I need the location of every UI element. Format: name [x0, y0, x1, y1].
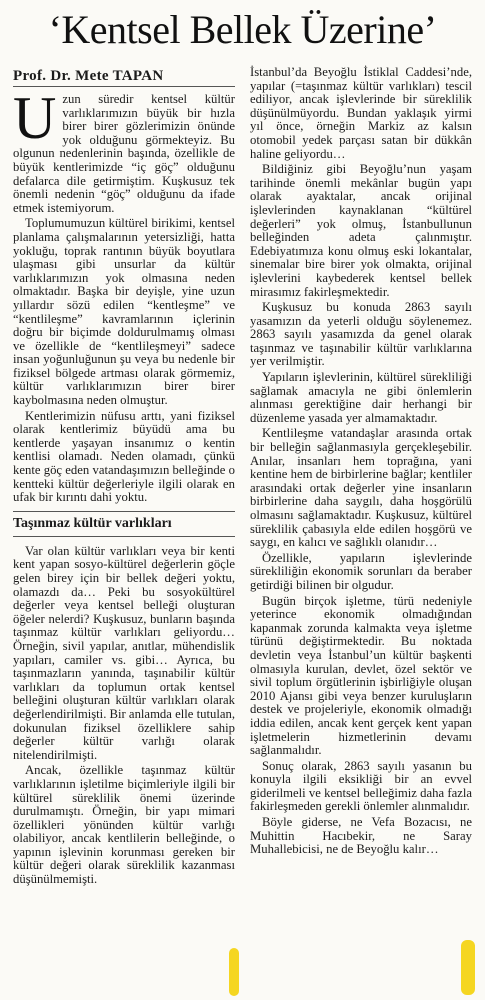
right-column: [250, 66, 472, 859]
paragraph: Yapıların işlevlerinin, kültürel sürekliliği sağlamak amacıyla ne gibi önlemlerin alınması gerektiğine dair herhangi bir düzenleme yasada yer almamaktadır.: [250, 370, 472, 425]
highlighter-mark: [461, 940, 475, 995]
paragraph: Sonuç olarak, 2863 sayılı yasanın bu konuyla ilgili eksikliği bir an evvel giderilmeli ve kentsel belleğimiz daha fazla fakirleşmeden gerekli önlemler alınmalıdır.: [250, 758, 472, 814]
paragraph: Bugün birçok işletme, türü nedeniyle yeterince ekonomik olmadığından kapanmak zorunda kalmakta veya işletme türünü değiştirmektedir. Bu noktada devletin veya İstanbul’un kültür başkenti olmasıyla kurulan, devlet, özel sektör ve sivil toplum örgütlerinin işbirliğiyle oluşan 2010 Ajansı gibi veya benzer kuruluşların destek ve projeleriyle, ekonomik olmadığı iddia edilen, ancak kent gerçek kent yapan işletmelerin hizmetlerinin devamı sağlanmalıdır.: [250, 593, 472, 758]
paragraph: İstanbul’da Beyoğlu İstiklal Caddesi’nde, yapılar (=taşınmaz kültür varlıkları) tescil ediliyor, ancak işlevlerinde bir süreklilik düşünülmüyordu. Bundan yaklaşık yirmi yıl önce, örneğin Markiz az kalsın otomobil yedek parçası satan bir dükkân haline geliyordu…: [250, 65, 472, 161]
paragraph: Toplumumuzun kültürel birikimi, kentsel planlama çalışmalarının yetersizliği, hatta yokluğu, toprak rantının büyük boyutlara ulaşması gibi unsurlar da kültür varlıklarımızın yok olmasına neden olmaktadır. Başka bir deyişle, yine uzun yıllardır sözü edilen “kentleşme” ve “kentlileşme” kavramlarının içlerinin doğru bir biçimde doldurulmamış olması ve özellikle de “kentlileşmeyi” sadece insan yoğunluğunun şu veya bu nedenle bir fiziksel bölgede artması olarak görmemiz, kültür varlıklarımızın birer birer kaybolmasına neden olmuştur.: [13, 216, 235, 408]
author-byline: Prof. Dr. Mete TAPAN: [13, 66, 235, 87]
paragraph: Kentlileşme vatandaşlar arasında ortak bir belleğin sağlanmasıyla gerçekleşebilir. Anılar, insanları hem toprağına, yani kentine hem de birbirlerine bağlar; kentliler arasındaki ortak değerler yine insanların birbirlerine daha saygılı, daha hoşgörülü olmasını sağlamaktadır. Kuşkusuz, kültürel süreklilik çabasıyla elde edilen hoşgörü ve saygı, en kalıcı ve sağlıklı olanıdır…: [250, 426, 472, 550]
left-column: [13, 66, 235, 889]
article-title: ‘Kentsel Bellek Üzerine’: [48, 7, 437, 52]
paragraph: Ancak, özellikle taşınmaz kültür varlıklarının işletilme biçimleriyle ilgili bir kültürel süreklilik önemi üzerinde durulmamıştı. Örneğin, bir yapı mimari özellikleri yönünden kültür varlığı olabiliyor, ancak kentlilerin belleğinde, o yapının işlevinin korunması gereken bir kültür değeri olarak süreklilik kazanması düşünülmemişti.: [13, 763, 235, 887]
drop-cap: U: [13, 85, 57, 151]
paragraph: Uzun süredir kentsel kültür varlıklarımızın büyük bir hızla birer birer gözlerimizin önünde yok olduğunu görmekteyiz. Bu olgunun nedenlerinin başında, özellikle de büyük kentlerimizde “iç göç” olduğunu defalarca dile getirmiştim. Kuşkusuz tek önemli nedenin “göç” olduğunu da ifade etmek istemiyorum.: [13, 85, 235, 215]
paragraph: Kentlerimizin nüfusu arttı, yani fiziksel olarak kentlerimiz büyüdü ama bu kentlerde yaşayan insanımız o kentin kentlisi olamadı. Neden olamadı, çünkü kente göç eden vatandaşımızın belleğinde o kentteki kültür değerleriyle ilgili olarak en ufak bir kırıntı dahi yoktu.: [13, 408, 235, 505]
paragraph: Özellikle, yapıların işlevlerinde sürekliliğin ekonomik sorunları da beraber getirdiği bilinen bir olgudur.: [250, 550, 472, 592]
closing-paragraph: Böyle giderse, ne Vefa Bozacısı, ne Muhittin Hacıbekir, ne Saray Muhallebicisi, ne de Beyoğlu kalır…: [250, 815, 472, 857]
section-subheading: Taşınmaz kültür varlıkları: [13, 511, 235, 537]
paragraph: Bildiğiniz gibi Beyoğlu’nun yaşam tarihinde önemli mekânlar bugün yapı olarak ayaktalar, ancak orijinal işlevlerinden kaynaklanan “kültürel değerleri” yok olmuş, İstanbullunun belleğinden adeta çalınmıştır. Edebiyatımıza konu olmuş eski lokantalar, sinemalar bire birer yok olmakta, orijinal işlevlerini kaybederek kentsel bellek mirasımız fakirleşmektedir.: [250, 162, 472, 299]
paragraph: Var olan kültür varlıkları veya bir kenti kent yapan sosyo-kültürel değerlerin göçle gelen birey için bir bellek değeri yoktu, olamazdı da… Peki bu sosyokültürel değerler veya kentsel belleği oluşturan öğeler nelerdi? Kuşkusuz, bunların başında taşınmaz kültür varlıkları geliyordu… Örneğin, sivil yapılar, anıtlar, mühendislik yapıları, camiler vs. gibi… Ayrıca, bu taşınmazların yanında, taşınabilir kültür varlıkları da toplumun ortak kentsel belleğini oluşturan kültür varlıkları olarak değerlendirilmişti. Bir anlamda elle tutulan, dokunulan fiziksel özelliklere sahip değerler kültür varlığı olarak nitelendirilmişti.: [13, 543, 235, 762]
highlighter-mark: [229, 948, 239, 996]
paragraph: Kuşkusuz bu konuda 2863 sayılı yasamızın da yeterli olduğu söylenemez. 2863 sayılı yasamızda da genel olarak taşınmaz ve taşınabilir kültür varlıklarına yer verilmiştir.: [250, 300, 472, 369]
